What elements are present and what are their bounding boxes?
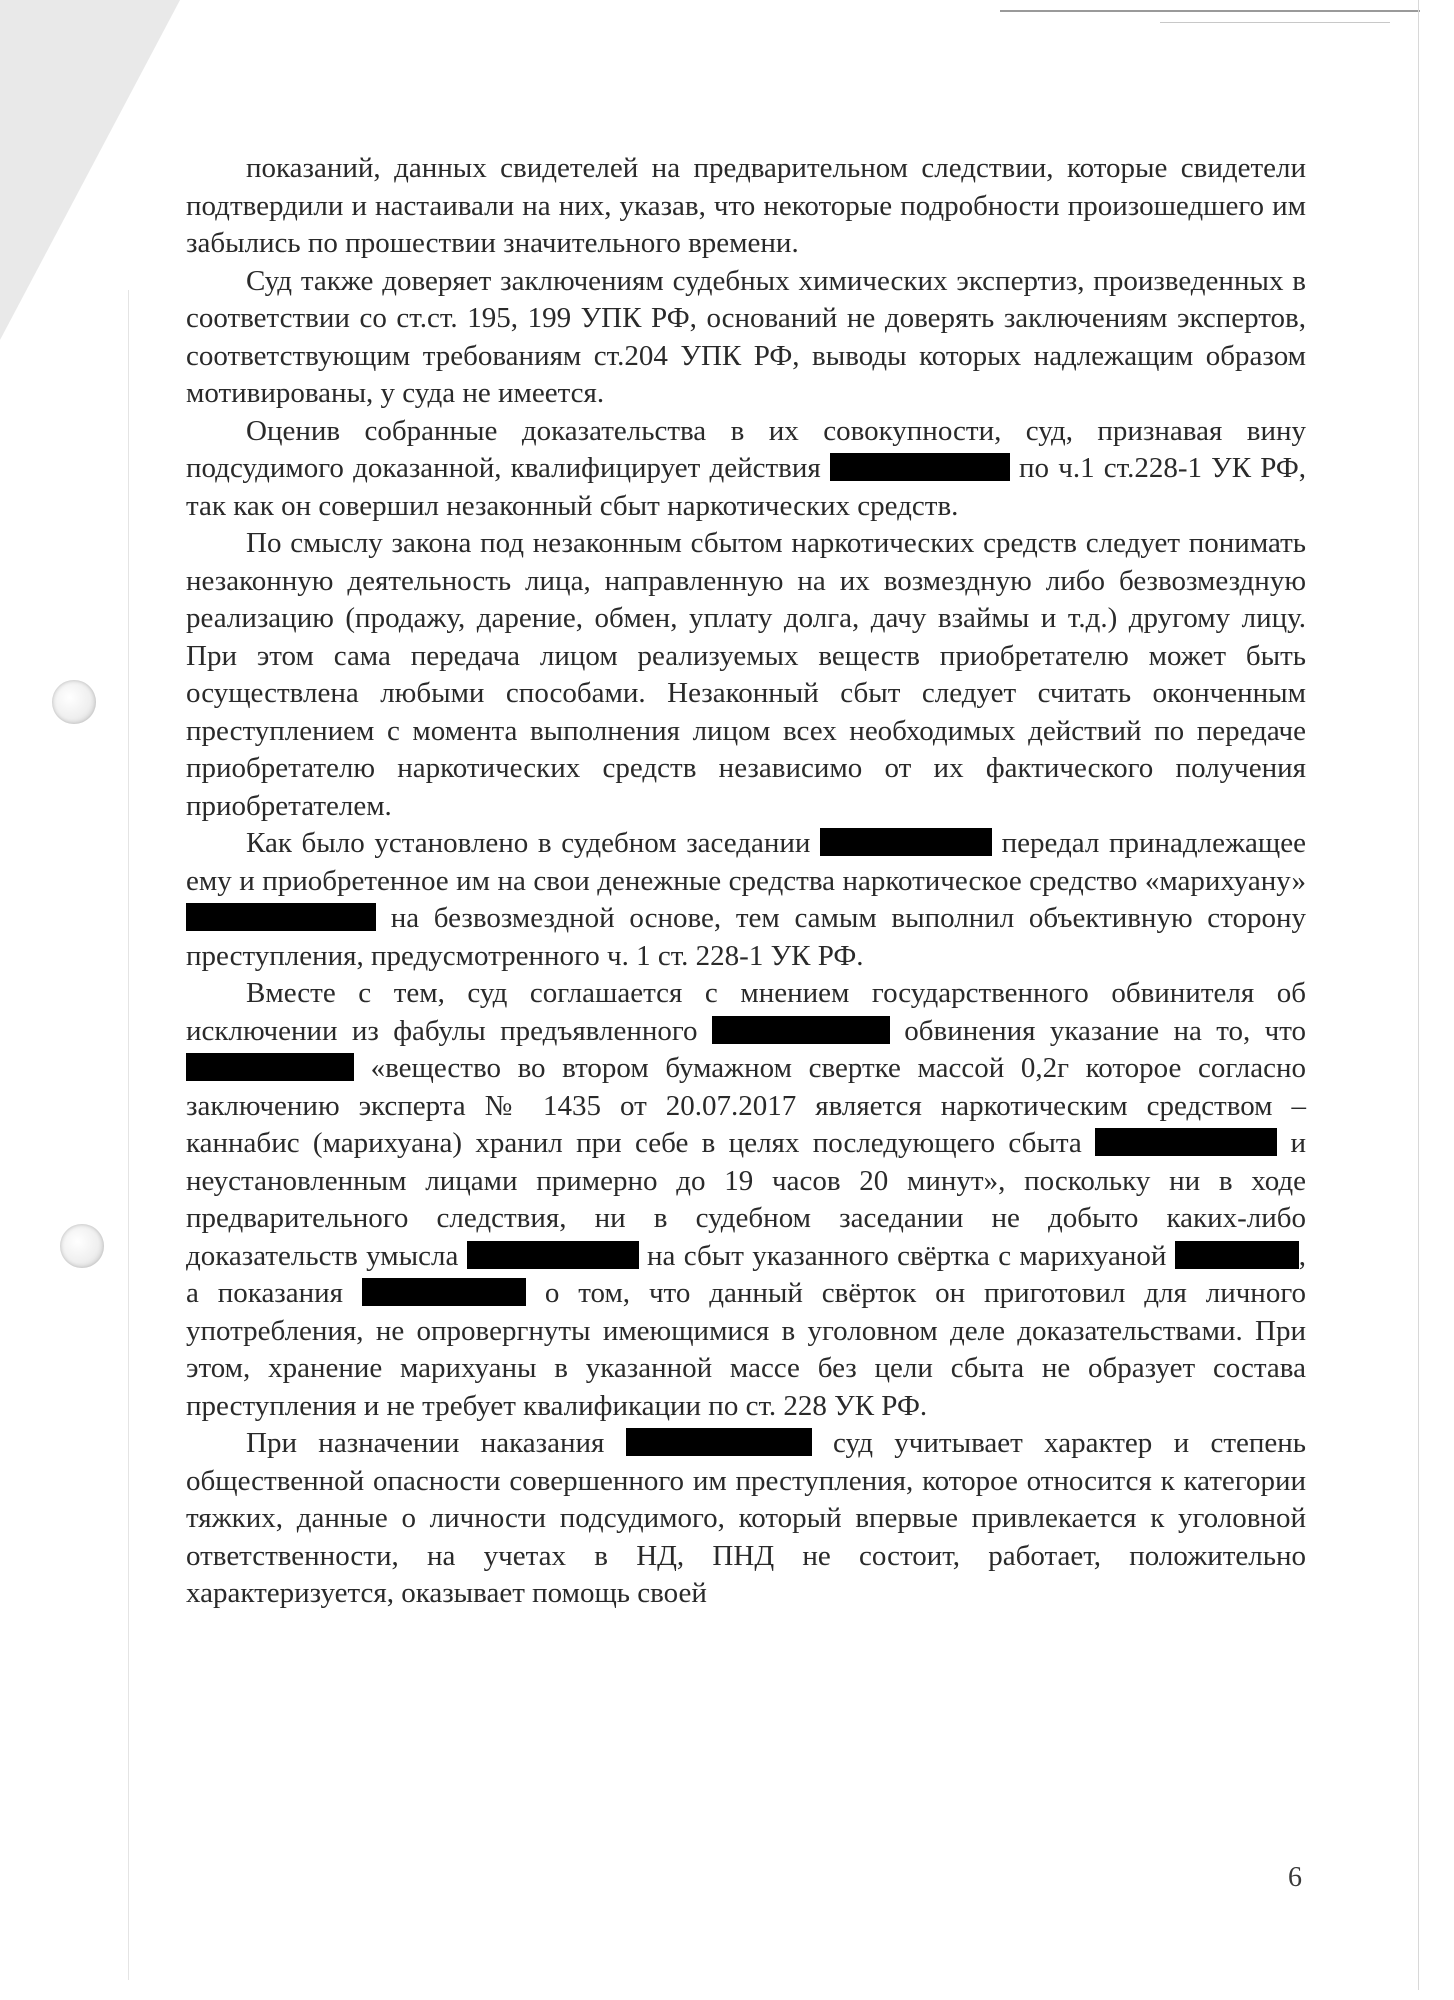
redaction-box: [563, 1241, 639, 1269]
scan-edge-line: [1000, 10, 1420, 12]
paragraph-text: «вещество во втором бумажном свертке массой 0,2г которое согласно заключению эксперта № 1435 от 20.07.2017 является наркотическим средством – каннабис (марихуана) хранил при себе в целях последующего сбыта: [186, 1052, 1306, 1159]
paragraph: [186, 413, 1306, 526]
redaction-box: [820, 828, 992, 856]
paragraph-text: на сбыт указанного свёртка с марихуаной: [638, 1239, 1175, 1272]
document-body: [186, 150, 1306, 1613]
page-number: 6: [1288, 1862, 1302, 1893]
paragraph-text: По смыслу закона под незаконным сбытом наркотических средств следует понимать незаконную деятельность лица, направленную на их возмездную либо безвозмездную реализацию (продажу, дарение, обмен, уплату долга, дачу взаймы и т.д.) другому лицу. При этом сама передача лицом реализуемых веществ приобретателю может быть осуществлена любыми способами. Незаконный сбыт следует считать оконченным преступлением с момента выполнения лицом всех необходимых действий по передаче приобретателю наркотических средств независимо от их фактического получения приобретателем.: [186, 527, 1306, 822]
paragraph-text: Оценив собранные доказательства в их совокупности, суд, признавая вину подсудимого доказанной, квалифицирует действия: [186, 414, 1306, 484]
paragraph-text: суд учитывает характер и степень общественной опасности совершенного им преступления, которое относится к категории тяжких, данные о личности подсудимого, который впервые привлекается к уголовной ответственности, на учетах в НД, ПНД не состоит, работает, положительно характеризуется, оказывает помощь своей: [186, 1427, 1306, 1609]
redaction-box: [186, 903, 376, 931]
scan-edge-line: [1418, 0, 1419, 1990]
paragraph: [186, 1425, 1306, 1613]
redaction-box: [467, 1241, 563, 1269]
paragraph-text: и неустановленным лицами примерно до 19 часов 20 минут», поскольку ни в ходе предварительного следствия, ни в судебном заседании не добыто каких-либо доказательств умысла: [186, 1127, 1306, 1272]
redaction-box: [1175, 1241, 1299, 1269]
paragraph-text: передал принадлежащее ему и приобретенное им на свои денежные средства наркотическое средство «марихуану»: [186, 827, 1306, 897]
punch-hole: [52, 680, 96, 724]
paragraph-text: Как было установлено в судебном заседании: [246, 827, 821, 859]
paragraph-text: показаний, данных свидетелей на предварительном следствии, которые свидетели подтвердили и настаивали на них, указав, что некоторые подробности произошедшего им забылись по прошествии значительного времени.: [186, 152, 1306, 259]
redaction-box: [626, 1428, 812, 1456]
redaction-box: [1095, 1128, 1277, 1156]
paragraph-text: Суд также доверяет заключениям судебных химических экспертиз, произведенных в соответствии со ст.ст. 195, 199 УПК РФ, оснований не доверять заключениям экспертов, соответствующим требованиям ст.204 УПК РФ, выводы которых надлежащим образом мотивированы, у суда не имеется.: [186, 264, 1306, 409]
paragraph: [186, 525, 1306, 825]
redaction-box: [186, 1053, 354, 1081]
redaction-box: [712, 1016, 890, 1044]
paragraph-text: обвинения указание на то, что: [889, 1014, 1306, 1047]
punch-hole: [60, 1224, 104, 1268]
paragraph: [186, 825, 1306, 975]
redaction-box: [362, 1278, 466, 1306]
paragraph-text: о том, что данный свёрток он приготовил для личного употребления, не опровергнуты имеющимися в уголовном деле доказательствами. При этом, хранение марихуаны в указанной массе без цели сбыта не образует состава преступления и не требует квалификации по ст. 228 УК РФ.: [186, 1277, 1306, 1422]
folded-corner: [0, 0, 180, 340]
paragraph-text: Вместе с тем, суд соглашается с мнением государственного обвинителя об исключении из фабулы предъявленного: [186, 977, 1306, 1047]
redaction-box: [830, 453, 1010, 481]
paragraph-text: на безвозмездной основе, тем самым выполнил объективную сторону преступления, предусмотренного ч. 1 ст. 228-1 УК РФ.: [186, 902, 1306, 972]
margin-line: [128, 290, 129, 1980]
paragraph-text: , а показания: [186, 1239, 1306, 1309]
paragraph: [186, 975, 1306, 1425]
paragraph: [186, 150, 1306, 263]
scan-edge-line: [1160, 22, 1390, 23]
paragraph: [186, 263, 1306, 413]
paragraph-text: по ч.1 ст.228-1 УК РФ, так как он совершил незаконный сбыт наркотических средств.: [186, 452, 1307, 522]
redaction-box: [466, 1278, 526, 1306]
paragraph-text: При назначении наказания: [246, 1427, 626, 1459]
